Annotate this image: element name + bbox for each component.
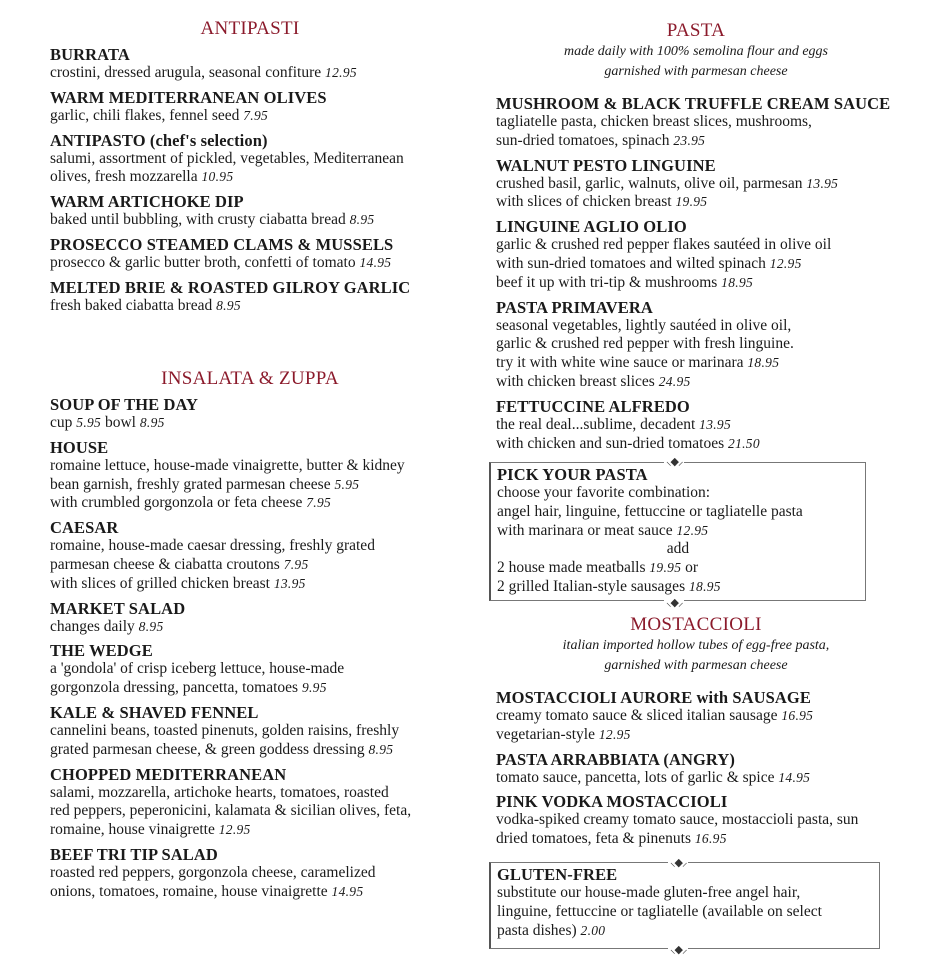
- description-text: cup: [50, 414, 73, 431]
- menu-item: [496, 689, 896, 745]
- description-text: garlic, chili flakes, fennel seed: [50, 106, 240, 124]
- menu-item: [496, 751, 896, 788]
- menu-item: [496, 398, 896, 454]
- item-name: LINGUINE AGLIO OLIO: [496, 217, 687, 237]
- item-name: PROSECCO STEAMED CLAMS & MUSSELS: [50, 234, 394, 254]
- item-name: CAESAR: [50, 518, 119, 538]
- menu-item: [496, 95, 896, 151]
- menu-item: [50, 846, 450, 902]
- section-subtitle: garnished with parmesan cheese: [604, 63, 788, 79]
- item-description-line: [50, 494, 450, 513]
- description-text: onions, tomatoes, romaine, house vinaigrette: [50, 882, 328, 900]
- description-text: prosecco & garlic butter broth, confetti of tomato: [50, 253, 356, 271]
- price: 8.95: [139, 415, 165, 430]
- menu-item: [50, 89, 450, 126]
- price: 10.95: [201, 169, 234, 185]
- item-description-line: [50, 821, 450, 840]
- description-text: with chicken and sun-dried tomatoes: [496, 434, 725, 452]
- item-description-line: [50, 476, 450, 495]
- description-text: with crumbled gorgonzola or feta cheese: [50, 494, 303, 512]
- item-description-line: [496, 435, 896, 454]
- item-name: FETTUCCINE ALFREDO: [496, 396, 690, 416]
- gluten-free-box: [489, 862, 880, 949]
- item-description-line: [50, 211, 450, 230]
- item-description-line: [50, 457, 450, 476]
- menu-item: [50, 193, 450, 230]
- description-text: dried tomatoes, feta & pinenuts: [496, 830, 691, 848]
- item-description-line: [496, 707, 896, 726]
- description-text: with chicken breast slices: [496, 372, 655, 390]
- price: 24.95: [658, 373, 691, 389]
- description-text: gorgonzola dressing, pancetta, tomatoes: [50, 679, 299, 697]
- item-description-line: [50, 254, 450, 273]
- price: 16.95: [781, 708, 814, 723]
- price: 7.95: [283, 556, 309, 572]
- description-text: linguine, fettuccine or tagliatelle (available on select: [497, 902, 822, 920]
- insalata-section: [50, 368, 450, 902]
- item-name: KALE & SHAVED FENNEL: [50, 702, 259, 722]
- item-description-line: [496, 236, 896, 255]
- price: 2.00: [580, 922, 606, 938]
- description-text: vodka-spiked creamy tomato sauce, mostaccioli pasta, sun: [496, 811, 859, 829]
- item-description-line: [50, 802, 450, 821]
- price: 8.95: [368, 741, 394, 757]
- description-text: pasta dishes): [497, 921, 577, 939]
- price: 13.95: [273, 575, 306, 591]
- item-description-line: [497, 578, 859, 597]
- price: 12.95: [325, 65, 357, 80]
- menu-item: [50, 519, 450, 593]
- item-description-line: [497, 559, 859, 578]
- description-text: or: [685, 559, 699, 577]
- price: 9.95: [301, 680, 327, 696]
- menu-item: [50, 766, 450, 840]
- ornament-icon: ⸜◆⸝: [670, 943, 687, 956]
- item-description-line: [50, 168, 450, 187]
- price: 12.95: [676, 522, 709, 538]
- item-name: WARM ARTICHOKE DIP: [50, 192, 244, 212]
- price: 19.95: [675, 194, 708, 210]
- antipasti-section: [50, 18, 450, 316]
- item-description-line: [50, 150, 450, 169]
- description-text: 2 house made meatballs: [497, 559, 646, 577]
- price: 7.95: [243, 107, 269, 123]
- item-description-line: [496, 769, 896, 788]
- item-description-line: [50, 741, 450, 760]
- price: 12.95: [218, 822, 251, 838]
- description-text: substitute our house-made gluten-free angel hair,: [497, 884, 801, 901]
- item-description-line: [496, 726, 896, 745]
- menu-item: [50, 642, 450, 698]
- item-name: HOUSE: [50, 437, 109, 457]
- item-description-line: [496, 317, 896, 336]
- description-text: vegetarian-style: [496, 725, 595, 743]
- item-name: WALNUT PESTO LINGUINE: [496, 155, 716, 175]
- price: 13.95: [699, 416, 732, 432]
- price: 13.95: [806, 175, 839, 191]
- item-name: THE WEDGE: [50, 641, 153, 661]
- item-description-line: [496, 193, 896, 212]
- menu-item: [50, 439, 450, 513]
- price: 18.95: [721, 274, 754, 290]
- item-description-line: [497, 884, 873, 903]
- item-description-line: [497, 903, 873, 922]
- description-text: parmesan cheese & ciabatta croutons: [50, 555, 280, 573]
- item-name: MOSTACCIOLI AURORE with SAUSAGE: [496, 688, 811, 707]
- item-name: MUSHROOM & BLACK TRUFFLE CREAM SAUCE: [496, 94, 891, 113]
- menu-item: [496, 793, 896, 849]
- price: 16.95: [694, 831, 727, 847]
- description-text: creamy tomato sauce & sliced italian sausage: [496, 707, 778, 724]
- item-description-line: [496, 811, 896, 830]
- item-description-line: [50, 883, 450, 902]
- item-description-line: [50, 864, 450, 883]
- price: 7.95: [306, 495, 332, 511]
- description-text: red peppers, peperonicini, kalamata & sicilian olives, feta,: [50, 802, 412, 820]
- section-subtitle: italian imported hollow tubes of egg-free pasta,: [562, 638, 830, 653]
- description-text: bowl: [104, 414, 136, 431]
- price: 14.95: [778, 769, 811, 785]
- pick-your-pasta-box: [489, 462, 866, 601]
- price: 23.95: [673, 132, 706, 148]
- description-text: romaine lettuce, house-made vinaigrette, butter & kidney: [50, 456, 405, 474]
- item-description-line: [496, 132, 896, 151]
- item-description-line: [496, 373, 896, 392]
- item-description-line: [50, 556, 450, 575]
- menu-item: [50, 279, 450, 316]
- description-text: bean garnish, freshly grated parmesan cheese: [50, 475, 331, 493]
- menu-item: [496, 157, 896, 213]
- item-name: MARKET SALAD: [50, 598, 186, 618]
- item-description-line: [50, 575, 450, 594]
- item-name: BEEF TRI TIP SALAD: [50, 844, 218, 864]
- description-text: try it with white wine sauce or marinara: [496, 354, 744, 372]
- price: 5.95: [334, 476, 360, 492]
- menu-item: [50, 132, 450, 188]
- description-text: with marinara or meat sauce: [497, 521, 673, 539]
- section-title: ANTIPASTI: [200, 18, 300, 39]
- price: 18.95: [747, 355, 780, 371]
- section-title: PASTA: [666, 20, 726, 41]
- description-text: roasted red peppers, gorgonzola cheese, caramelized: [50, 863, 376, 881]
- description-text: olives, fresh mozzarella: [50, 168, 198, 186]
- item-description-line: [496, 830, 896, 849]
- item-description-line: [50, 414, 450, 433]
- description-text: salumi, assortment of pickled, vegetables, Mediterranean: [50, 149, 404, 167]
- item-name: CHOPPED MEDITERRANEAN: [50, 764, 287, 784]
- item-description-line: [496, 335, 896, 354]
- item-name: PICK YOUR PASTA: [497, 465, 648, 484]
- description-text: with slices of grilled chicken breast: [50, 574, 270, 592]
- price: 21.50: [728, 435, 760, 451]
- description-text: salami, mozzarella, artichoke hearts, tomatoes, roasted: [50, 783, 389, 801]
- item-name: BURRATA: [50, 45, 130, 64]
- item-name: PASTA ARRABBIATA (ANGRY): [496, 749, 735, 769]
- item-description-line: [497, 540, 859, 559]
- item-description-line: [496, 175, 896, 194]
- description-text: 2 grilled Italian-style sausages: [497, 577, 686, 595]
- section-title: MOSTACCIOLI: [630, 614, 762, 635]
- description-text: changes daily: [50, 617, 135, 635]
- item-name: PINK VODKA MOSTACCIOLI: [496, 792, 728, 812]
- item-description-line: [497, 503, 859, 522]
- description-text: baked until bubbling, with crusty ciabatta bread: [50, 211, 346, 229]
- item-description-line: [496, 354, 896, 373]
- pasta-section: [496, 20, 896, 453]
- item-description-line: [50, 537, 450, 556]
- item-description-line: [496, 274, 896, 293]
- description-text: romaine, house vinaigrette: [50, 821, 215, 839]
- price: 18.95: [688, 578, 721, 594]
- description-text: angel hair, linguine, fettuccine or tagliatelle pasta: [497, 502, 803, 520]
- price: 12.95: [598, 726, 631, 742]
- price: 14.95: [359, 254, 392, 270]
- menu-item: [496, 218, 896, 292]
- description-text: with slices of chicken breast: [496, 193, 672, 211]
- description-text: choose your favorite combination:: [497, 484, 711, 501]
- menu-item: [50, 46, 450, 83]
- item-description-line: [496, 113, 896, 132]
- item-description-line: [50, 618, 450, 637]
- item-description-line: [50, 679, 450, 698]
- description-text: tomato sauce, pancetta, lots of garlic & spice: [496, 768, 775, 786]
- item-description-line: [50, 784, 450, 803]
- ornament-icon: ⸜◆⸝: [666, 455, 683, 468]
- ornament-icon: ⸜◆⸝: [666, 596, 683, 609]
- menu-item: [496, 299, 896, 392]
- description-text: add: [666, 540, 690, 558]
- price: 8.95: [216, 297, 241, 313]
- item-description-line: [496, 416, 896, 435]
- description-text: crushed basil, garlic, walnuts, olive oil, parmesan: [496, 174, 803, 192]
- item-description-line: [50, 107, 450, 126]
- description-text: beef it up with tri-tip & mushrooms: [496, 273, 718, 291]
- section-subtitle: garnished with parmesan cheese: [604, 657, 788, 673]
- item-description-line: [496, 255, 896, 274]
- price: 19.95: [649, 560, 682, 576]
- menu-item: [50, 704, 450, 760]
- price: 14.95: [331, 883, 364, 899]
- description-text: crostini, dressed arugula, seasonal confiture: [50, 64, 322, 81]
- item-name: SOUP OF THE DAY: [50, 395, 199, 414]
- item-description-line: [50, 64, 450, 83]
- item-description-line: [497, 484, 859, 503]
- menu-item: [50, 236, 450, 273]
- item-description-line: [497, 522, 859, 541]
- menu-item: [50, 396, 450, 433]
- description-text: grated parmesan cheese, & green goddess dressing: [50, 740, 365, 758]
- item-name: WARM MEDITERRANEAN OLIVES: [50, 87, 327, 107]
- description-text: seasonal vegetables, lightly sautéed in olive oil,: [496, 316, 792, 334]
- description-text: romaine, house-made caesar dressing, freshly grated: [50, 537, 375, 555]
- ornament-icon: ⸜◆⸝: [670, 856, 687, 869]
- item-description-line: [50, 660, 450, 679]
- description-text: tagliatelle pasta, chicken breast slices, mushrooms,: [496, 113, 812, 130]
- price: 12.95: [769, 255, 802, 271]
- item-description-line: [50, 297, 450, 316]
- description-text: garlic & crushed red pepper with fresh linguine.: [496, 335, 794, 353]
- item-description-line: [497, 922, 873, 941]
- price: 8.95: [349, 212, 375, 228]
- section-subtitle: made daily with 100% semolina flour and eggs: [563, 44, 829, 59]
- item-name: PASTA PRIMAVERA: [496, 297, 653, 317]
- item-description-line: [50, 722, 450, 741]
- menu-item: [50, 600, 450, 637]
- section-title: INSALATA & ZUPPA: [161, 368, 339, 389]
- description-text: with sun-dried tomatoes and wilted spinach: [496, 254, 766, 272]
- item-name: ANTIPASTO (chef's selection): [50, 130, 268, 150]
- description-text: cannelini beans, toasted pinenuts, golden raisins, freshly: [50, 721, 400, 739]
- price: 8.95: [138, 618, 164, 634]
- description-text: garlic & crushed red pepper flakes sautéed in olive oil: [496, 236, 832, 254]
- price: 5.95: [76, 415, 102, 430]
- description-text: the real deal...sublime, decadent: [496, 415, 696, 433]
- item-name: GLUTEN-FREE: [497, 865, 618, 884]
- mostaccioli-section: [496, 614, 896, 849]
- description-text: sun-dried tomatoes, spinach: [496, 131, 670, 149]
- description-text: a 'gondola' of crisp iceberg lettuce, house-made: [50, 660, 345, 678]
- description-text: fresh baked ciabatta bread: [50, 296, 213, 314]
- item-name: MELTED BRIE & ROASTED GILROY GARLIC: [50, 277, 411, 297]
